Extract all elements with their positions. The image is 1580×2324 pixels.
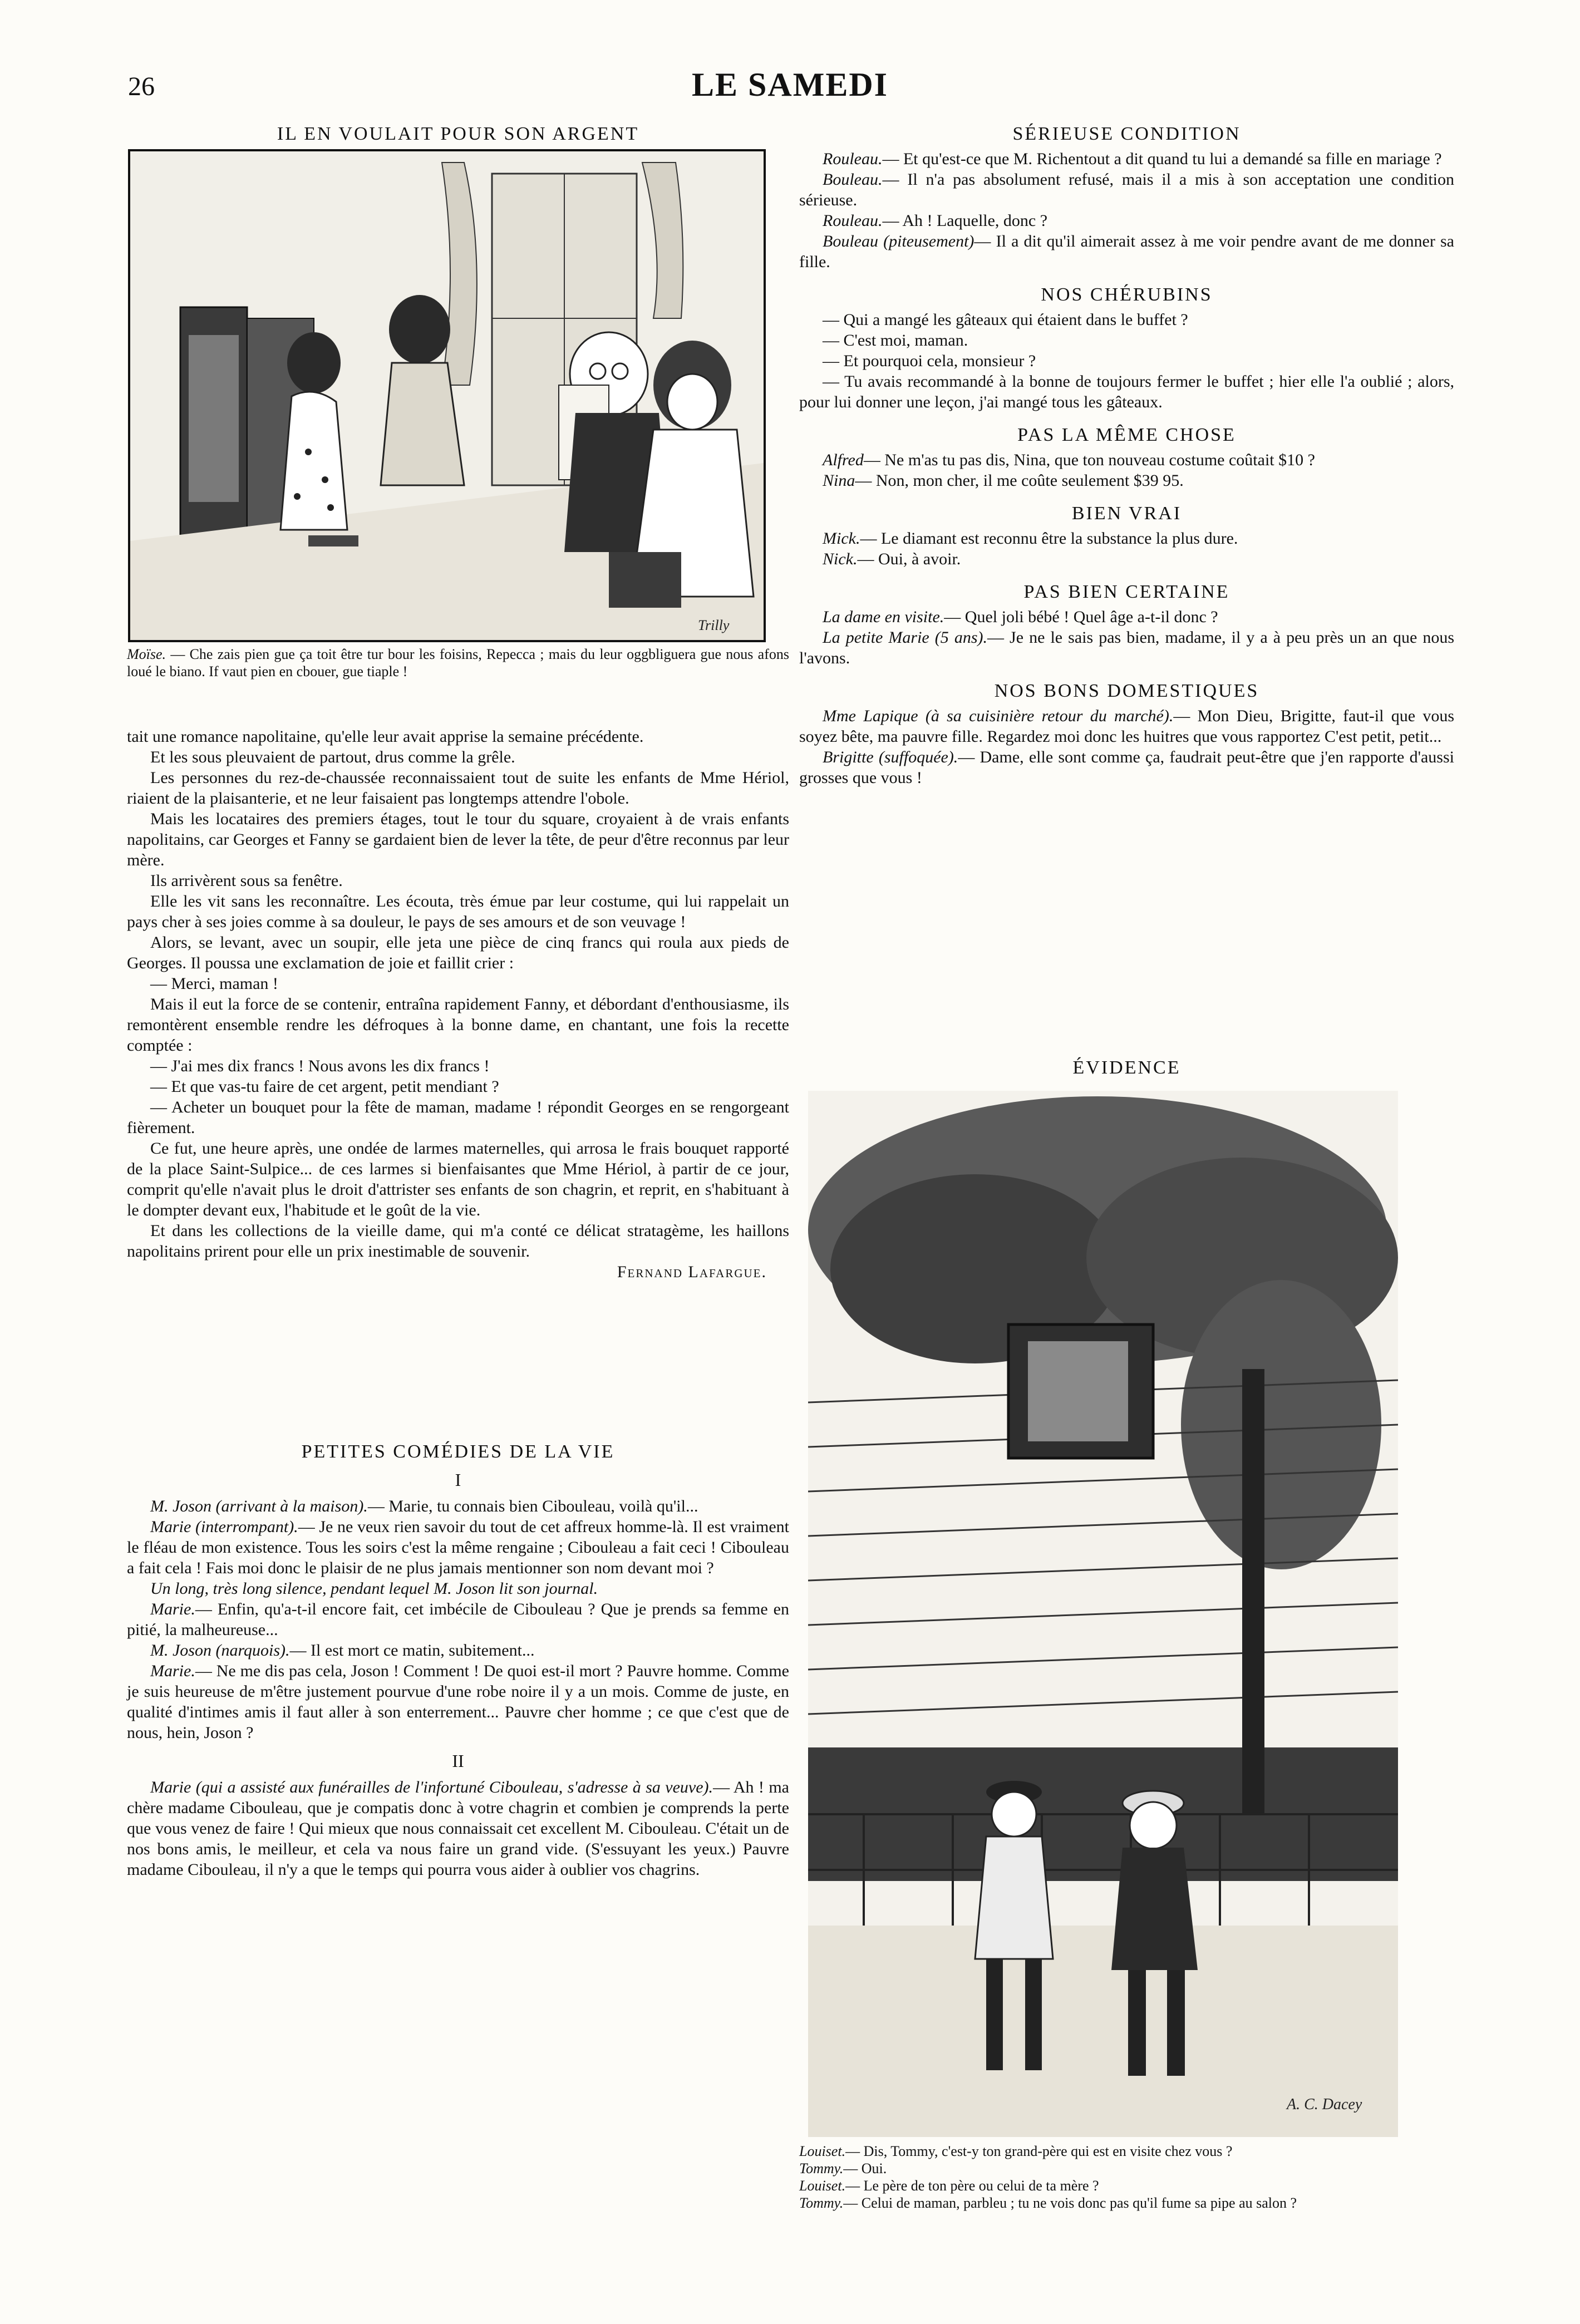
dialogue-line: Rouleau.— Et qu'est-ce que M. Richentout a dit quand tu lui a demandé sa fille en mariage ? xyxy=(823,150,1442,168)
stage-direction: Un long, très long silence, pendant lequel M. Joson lit son journal. xyxy=(150,1579,598,1598)
caption-line: Tommy.— Celui de maman, parbleu ; tu ne vois donc pas qu'il fume sa pipe au salon ? xyxy=(799,2195,1297,2211)
dialogue-line: — Tu avais recommandé à la bonne de toujours fermer le buffet ; hier elle l'a oublié ; alors, pour lui donner une leçon, j'ai mangé tous les gâteaux. xyxy=(799,372,1454,411)
dialogue-line: M. Joson (arrivant à la maison).— Marie, tu connais bien Cibouleau, voilà qu'il... xyxy=(150,1497,698,1515)
section-pas-bien-certaine xyxy=(799,582,1454,668)
dialogue-line: La dame en visite.— Quel joli bébé ! Quel âge a-t-il donc ? xyxy=(823,608,1218,626)
story-paragraph: Mais les locataires des premiers étages, tout le tour du square, croyaient à de vrais enfants napolitains, car Georges et Fanny se gardaient bien de lever la tête, de peur d'être reconnus par leur mère. xyxy=(127,810,789,869)
part-two-numeral: II xyxy=(452,1751,464,1771)
evidence-signature: A. C. Dacey xyxy=(1287,2096,1362,2113)
story-paragraph: — Et que vas-tu faire de cet argent, petit mendiant ? xyxy=(150,1077,499,1096)
dialogue-line: Marie (interrompant).— Je ne veux rien savoir du tout de cet affreux homme-là. Il est vraiment le fléau de mon existence. Tous les soirs c'est la même rengaine ; Cibouleau a fait ceci ! Cibouleau a fait cela ! Fais moi donc le plaisir de ne plus jamais mentionner son nom devant moi ? xyxy=(127,1518,789,1577)
section-title: SÉRIEUSE CONDITION xyxy=(1012,124,1241,144)
dialogue-line: La petite Marie (5 ans).— Je ne le sais pas bien, madame, il y a à peu près un an que nous l'avons. xyxy=(799,628,1454,667)
evidence-caption xyxy=(799,2143,1454,2212)
dialogue-line: Marie (qui a assisté aux funérailles de l'infortuné Cibouleau, s'adresse à sa veuve).— Ah ! ma chère madame Cibouleau, que je compatis donc à votre chagrin et combien je comprends la perte que vous venez de faire ! Qui mieux que nous connaissait cet excellent M. Cibouleau. C'était un de nos bons amis, le meilleur, et cela va nous faire un grand vide. (S'essuyant les yeux.) Pauvre madame Cibouleau, il n'y a que le temps qui pourra vous aider à oublier vos chagrins. xyxy=(127,1778,790,1879)
evidence-drawing xyxy=(808,1091,1398,2137)
section-serieuse-condition xyxy=(799,124,1454,272)
story-paragraph: — Merci, maman ! xyxy=(150,974,278,993)
caption-text: — Che zais pien gue ça toit être tur bour les foisins, Repecca ; mais du leur oggbliguera gue nous afons loué le biano. If vaut pien en cbouer, gue tiaple ! xyxy=(127,646,789,680)
right-column xyxy=(799,124,1454,788)
story-paragraph: Elle les vit sans les reconnaître. Les écouta, très émue par leur costume, qui lui rappelait un pays cher à ses joies comme à sa douleur, le pays de ses amours et de son veuvage ! xyxy=(127,892,789,931)
evidence-illustration xyxy=(808,1091,1398,2137)
journal-title: LE SAMEDI xyxy=(691,66,889,103)
story-paragraph: Alors, se levant, avec un soupir, elle jeta une pièce de cinq francs qui roula aux pieds de Georges. Il poussa une exclamation de joie et faillit crier : xyxy=(127,933,789,972)
comedies-section xyxy=(127,1441,789,1880)
section-title: BIEN VRAI xyxy=(1071,503,1182,524)
dialogue-line: Mick.— Le diamant est reconnu être la substance la plus dure. xyxy=(823,529,1238,548)
page-number: 26 xyxy=(128,72,155,101)
section-nos-bons-domestiques xyxy=(799,681,1454,788)
story-author: Fernand Lafargue. xyxy=(617,1263,767,1281)
caption-line: Tommy.— Oui. xyxy=(799,2160,887,2177)
evidence-title: ÉVIDENCE xyxy=(1072,1057,1181,1078)
dialogue-line: Nick.— Oui, à avoir. xyxy=(823,550,961,568)
story-paragraph: — J'ai mes dix francs ! Nous avons les dix francs ! xyxy=(150,1057,490,1075)
dialogue-line: Bouleau.— Il n'a pas absolument refusé, mais il a mis à son acceptation une condition sérieuse. xyxy=(799,170,1454,209)
cartoon-signature: Trilly xyxy=(698,617,730,633)
dialogue-line: Alfred— Ne m'as tu pas dis, Nina, que ton nouveau costume coûtait $10 ? xyxy=(823,451,1315,469)
dialogue-line: — Et pourquoi cela, monsieur ? xyxy=(823,352,1036,370)
caption-line: Louiset.— Le père de ton père ou celui de ta mère ? xyxy=(799,2178,1099,2194)
section-title: PAS BIEN CERTAINE xyxy=(1023,582,1230,602)
caption-speaker: Moïse. xyxy=(127,646,166,662)
story-paragraph: Et dans les collections de la vieille dame, qui m'a conté ce délicat stratagème, les haillons napolitains prirent pour elle un prix inestimable de souvenir. xyxy=(127,1222,789,1261)
story-text xyxy=(127,726,789,1282)
story-paragraph: tait une romance napolitaine, qu'elle leur avait apprise la semaine précédente. xyxy=(127,727,644,746)
cartoon-drawing xyxy=(130,151,764,640)
story-paragraph: Ce fut, une heure après, une ondée de larmes maternelles, qui arrosa le frais bouquet rapporté de la place Saint-Sulpice... de ces larmes si bienfaisantes que Mme Hériol, à partir de ce jour, comprit qu'elle n'avait plus le droit d'attrister ses enfants de son chagrin, et reprit, en s'habituant à le dompter devant eux, l'habitude et le goût de la vie. xyxy=(127,1139,789,1219)
dialogue-line: M. Joson (narquois).— Il est mort ce matin, subitement... xyxy=(150,1641,535,1660)
cartoon-title: IL EN VOULAIT POUR SON ARGENT xyxy=(277,124,639,144)
comedies-title: PETITES COMÉDIES DE LA VIE xyxy=(301,1441,615,1462)
dialogue-line: Nina— Non, mon cher, il me coûte seulement $39 95. xyxy=(823,471,1184,490)
caption-line: Louiset.— Dis, Tommy, c'est-y ton grand-père qui est en visite chez vous ? xyxy=(799,2143,1233,2159)
section-title: NOS BONS DOMESTIQUES xyxy=(994,681,1259,701)
story-paragraph: Les personnes du rez-de-chaussée reconnaissaient tout de suite les enfants de Mme Hériol, riaient de la plaisanterie, et ne leur faisaient pas longtemps attendre l'obole. xyxy=(127,769,789,808)
dialogue-line: — C'est moi, maman. xyxy=(823,331,968,349)
dialogue-line: Rouleau.— Ah ! Laquelle, donc ? xyxy=(823,211,1048,230)
part-one-numeral: I xyxy=(455,1470,461,1490)
section-title: NOS CHÉRUBINS xyxy=(1041,284,1213,305)
dialogue-line: Bouleau (piteusement)— Il a dit qu'il aimerait assez à me voir pendre avant de me donner sa fille. xyxy=(799,232,1454,271)
section-title: PAS LA MÊME CHOSE xyxy=(1017,425,1236,445)
dialogue-line: — Qui a mangé les gâteaux qui étaient dans le buffet ? xyxy=(823,311,1188,329)
dialogue-line: Brigitte (suffoquée).— Dame, elle sont comme ça, faudrait peut-être que j'en rapporte d'aussi grosses que vous ! xyxy=(799,748,1454,787)
section-pas-la-meme-chose xyxy=(799,425,1454,491)
cartoon-illustration xyxy=(128,149,766,642)
story-paragraph: — Acheter un bouquet pour la fête de maman, madame ! répondit Georges en se rengorgeant fièrement. xyxy=(127,1098,789,1137)
story-paragraph: Ils arrivèrent sous sa fenêtre. xyxy=(150,872,343,890)
story-paragraph: Et les sous pleuvaient de partout, drus comme la grêle. xyxy=(150,748,515,766)
dialogue-line: Marie.— Ne me dis pas cela, Joson ! Comment ! De quoi est-il mort ? Pauvre homme. Comme je suis heureuse de m'être justement pourvue d'une robe noire il y a un mois. Comme de juste, en qualité d'intimes amis il faut aller à son enterrement... Pauvre cher homme ; ce que c'est que de nous, hein, Joson ? xyxy=(127,1662,789,1742)
dialogue-line: Marie.— Enfin, qu'a-t-il encore fait, cet imbécile de Cibouleau ? Que je prends sa femme en pitié, la malheureuse... xyxy=(127,1600,789,1639)
section-bien-vrai xyxy=(799,503,1454,569)
section-nos-cherubins xyxy=(799,284,1454,412)
dialogue-line: Mme Lapique (à sa cuisinière retour du marché).— Mon Dieu, Brigitte, faut-il que vous soyez bête, ma pauvre fille. Regardez moi donc les huitres que vous rapportez C'est petit, petit... xyxy=(799,707,1454,746)
cartoon-caption xyxy=(127,646,789,680)
story-paragraph: Mais il eut la force de se contenir, entraîna rapidement Fanny, et débordant d'enthousiasme, ils remontèrent ensemble rendre les défroques à la bonne dame, en chantant, une fois la recette comptée : xyxy=(127,995,789,1055)
